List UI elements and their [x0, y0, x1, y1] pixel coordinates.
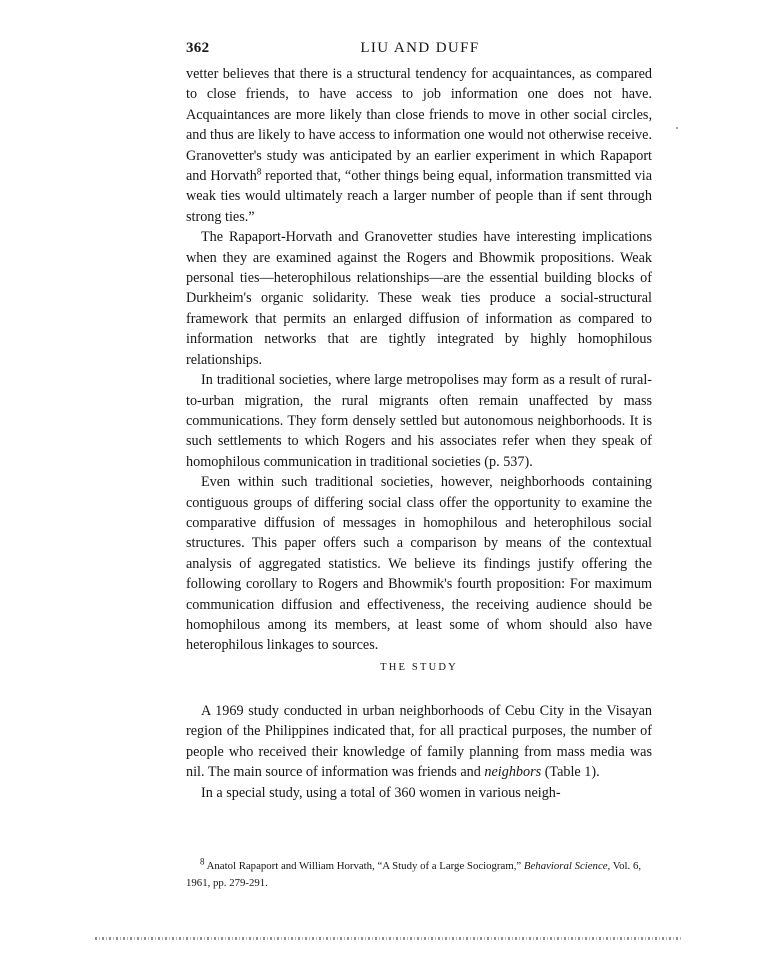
running-head: LIU AND DUFF — [360, 40, 480, 56]
footnote-journal: Behavioral Science, — [523, 860, 611, 872]
study-paragraph-1-lead: A 1969 study conducted in urban neighborhoods of Cebu City in the Visayan region of the Philippines indicated that, for all practical purposes, the number of people who received their knowledge of family planning from mass media was nil. The main source of information was friends and — [186, 703, 652, 781]
footnote-marker: 8 — [200, 856, 205, 867]
study-paragraph-1-tail: (Table 1). — [541, 764, 600, 781]
paragraph-1-text: vetter believes that there is a structural tendency for acquaintances, as compared to close friends, to have access to job information one does not have. Acquaintances are more likely than close friends to move in other social circles, and thus are likely to have access to information one would not otherwise receive. Granovetter's study was anticipated by an earlier experiment in which Rapaport and Horvath — [186, 66, 652, 185]
study-section — [186, 701, 652, 803]
footnote-ref-8: 8 — [256, 166, 262, 177]
paragraph-2: The Rapaport-Horvath and Granovetter studies have interesting implications when they are examined against the Rogers and Bhowmik propositions. Weak personal ties—heterophilous relationships—are the essential building blocks of Durkheim's organic solidarity. These weak ties produce a social-structural framework that permits an enlarged diffusion of information as compared to information networks that are tightly integrated by highly homophilous relationships. — [186, 229, 652, 368]
emphasis-neighbors: neighbors — [484, 764, 542, 781]
scan-edge-artifact — [95, 937, 683, 940]
paragraph-4: Even within such traditional societies, however, neighborhoods containing contiguous groups of differing social class offer the opportunity to examine the comparative diffusion of messages in homophilous and heterophilous social structures. This paper offers such a comparison by means of the contextual analysis of aggregated statistics. We believe its findings justify offering the following corollary to Rogers and Bhowmik's fourth proposition: For maximum communication diffusion and effectiveness, the receiving audience should be homophilous among its members, at least some of whom should also have heterophilous linkages to sources. — [186, 474, 652, 654]
page-header — [186, 40, 654, 62]
study-paragraph-1 — [186, 701, 652, 783]
paragraph-3: In traditional societies, where large metropolises may form as a result of rural-to-urban migration, the rural migrants often remain unaffected by mass communications. They form densely settled but autonomous neighborhoods. It is such settlements to which Rogers and his associates refer when they speak of homophilous communication in traditional societies (p. 537). — [186, 372, 652, 470]
body-text — [186, 64, 652, 680]
page-number: 362 — [186, 40, 210, 56]
footnote-citation: Vol. 6, 1961, pp. 279-291. — [186, 860, 642, 889]
footnote-8 — [186, 858, 652, 891]
paragraph-1-tail: reported that, “other things being equal, information transmitted via weak ties would ultimately reach a larger number of people than if sent through strong ties.” — [186, 168, 652, 225]
study-paragraph-2: In a special study, using a total of 360 women in various neigh- — [201, 784, 561, 801]
scan-speck — [676, 127, 678, 129]
section-heading: THE STUDY — [380, 661, 458, 673]
paragraph-1 — [186, 64, 652, 227]
footnote-authors: Anatol Rapaport and William Horvath, “A Study of a Large Sociogram,” — [204, 860, 524, 872]
